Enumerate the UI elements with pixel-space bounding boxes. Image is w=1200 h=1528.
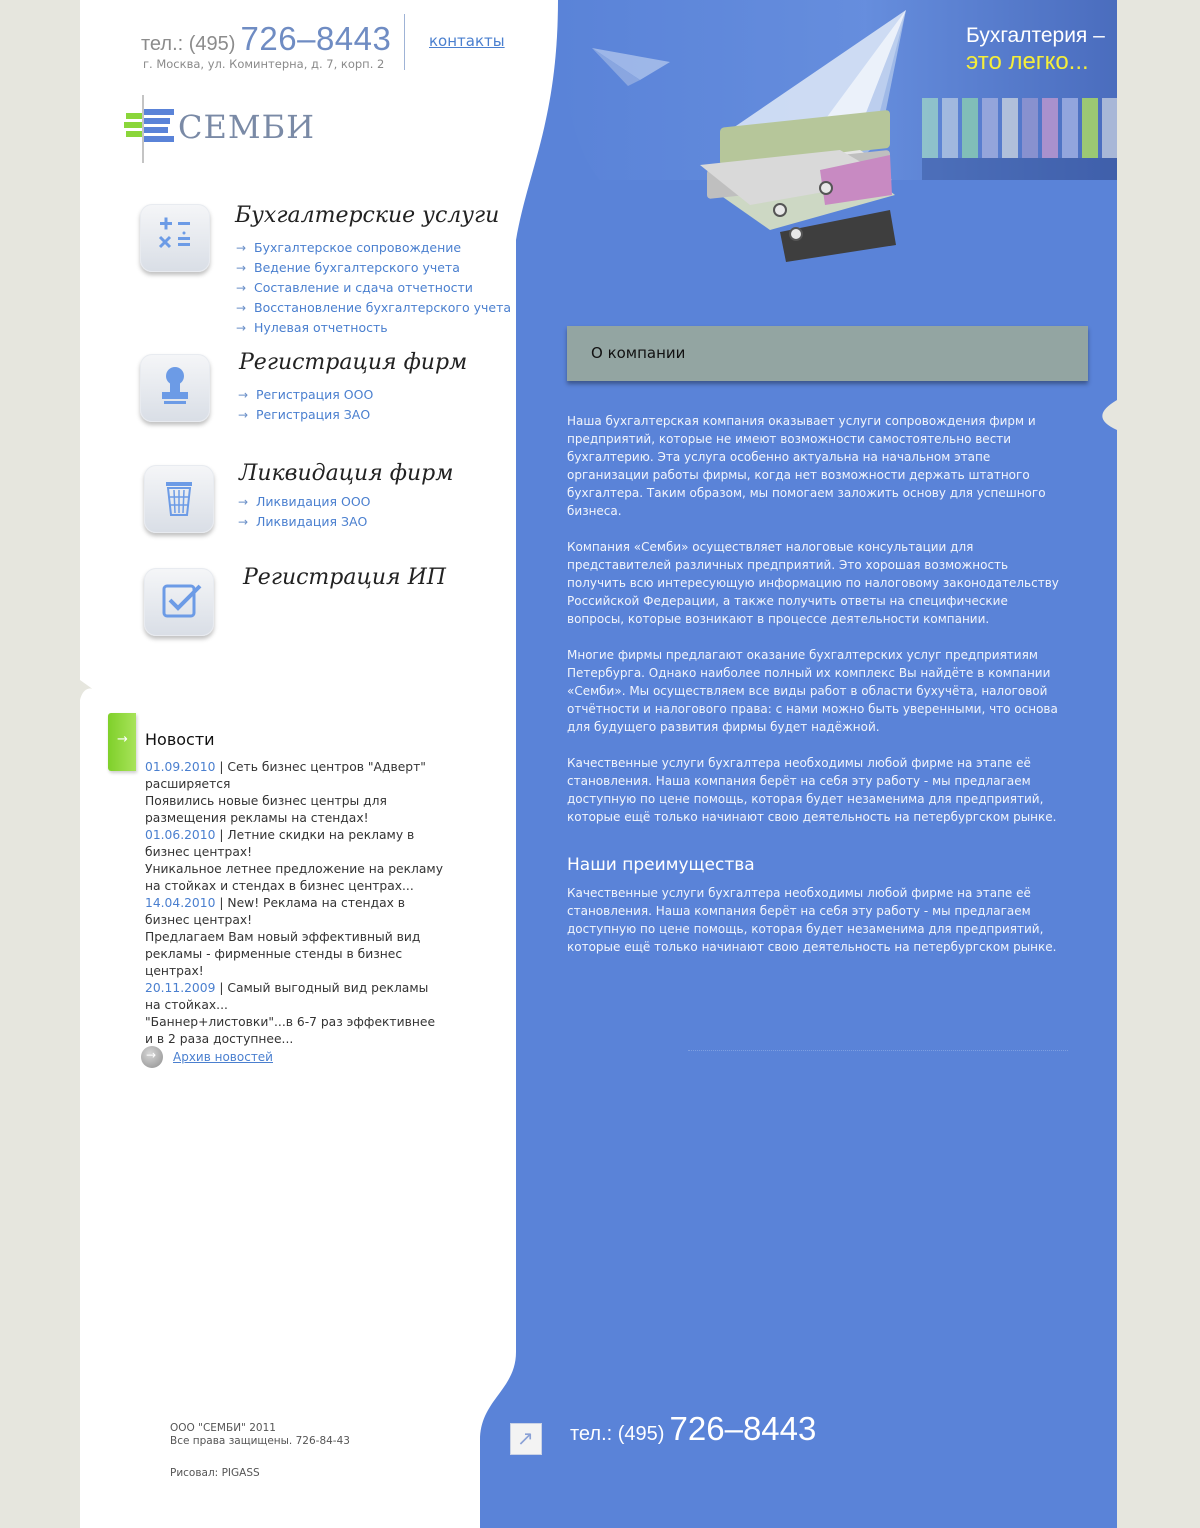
- arrow-right-icon: →: [236, 321, 247, 335]
- news-item: 14.04.2010 | New! Реклама на стендах в бизнес центрах! Предлагаем Вам новый эффективный вид рекламы - фирменные стенды в бизнес центрах!: [145, 896, 421, 978]
- about-paragraph: Многие фирмы предлагают оказание бухгалтерских услуг предприятиям Петербурга. Однако наиболее полный их комплекс Вы найдёте в компании «Семби». Мы осуществляем все виды работ в области бухучёта, налоговой отчётности и налогового права: с нами можно быть уверенными, что основа для будущего развития фирмы будет надёжной.: [567, 648, 1058, 734]
- news-summary: "Баннер+листовки"...в 6-7 раз эффективнее и в 2 раза доступнее...: [145, 1015, 436, 1046]
- about-paragraph: Компания «Семби» осуществляет налоговые консультации для представителей различных предприятий. Это хорошая возможность получить всю интересующую информацию по налоговому законодательству Российской Федерации, а также получить ответы на специфические вопросы, которые возникают в процессе деятельности компании.: [567, 540, 1059, 626]
- arrow-right-icon: →: [236, 261, 247, 275]
- service-link[interactable]: → Бухгалтерское сопровождение: [236, 240, 462, 255]
- about-header: [567, 326, 1088, 381]
- service-title[interactable]: Бухгалтерские услуги: [235, 203, 500, 228]
- arrow-right-icon: →: [238, 495, 249, 509]
- header-divider: [404, 14, 405, 70]
- rights: Все права защищены. 726-84-43: [170, 1435, 350, 1447]
- service-title[interactable]: Ликвидация фирм: [239, 461, 454, 486]
- news-summary: Предлагаем Вам новый эффективный вид рекламы - фирменные стенды в бизнес центрах!: [145, 930, 421, 978]
- header-phone: [141, 20, 391, 58]
- dotted-divider: [688, 1050, 1068, 1051]
- archive-arrow-icon[interactable]: →: [141, 1046, 163, 1068]
- service-link[interactable]: → Составление и сдача отчетности: [236, 280, 473, 295]
- arrow-right-icon: →: [238, 515, 249, 529]
- service-link[interactable]: → Ведение бухгалтерского учета: [236, 260, 460, 275]
- news-date[interactable]: 01.06.2010: [145, 828, 216, 842]
- service-list: [238, 494, 371, 534]
- slogan-line2: это легко...: [966, 48, 1089, 75]
- arrow-right-icon: →: [238, 408, 249, 422]
- news-summary: Появились новые бизнес центры для размещения рекламы на стендах!: [145, 794, 387, 825]
- arrow-right-icon: →: [236, 281, 247, 295]
- address: г. Москва, ул. Коминтерна, д. 7, корп. 2: [143, 57, 385, 71]
- news-item: 20.11.2009 | Самый выгодный вид рекламы на стойках... "Баннер+листовки"...в 6-7 раз эффективнее и в 2 раза доступнее...: [145, 981, 436, 1046]
- calculator-icon[interactable]: [140, 204, 210, 272]
- service-link[interactable]: → Нулевая отчетность: [236, 320, 388, 335]
- logo-text[interactable]: СЕМБИ: [178, 108, 316, 146]
- checkbox-icon[interactable]: [144, 568, 214, 636]
- external-link-icon[interactable]: ↗: [510, 1423, 542, 1455]
- trash-icon[interactable]: [144, 465, 214, 533]
- footer-copyright: [170, 1422, 350, 1448]
- service-list: [236, 240, 511, 340]
- footer-phone-number: 726–8443: [669, 1410, 817, 1447]
- news-date[interactable]: 01.09.2010: [145, 760, 216, 774]
- news-headline[interactable]: Летние скидки на рекламу в бизнес центрах!: [145, 828, 415, 859]
- news-list: [145, 759, 445, 1048]
- service-link[interactable]: → Ликвидация ЗАО: [238, 514, 368, 529]
- designer-link[interactable]: PIGASS: [221, 1467, 260, 1479]
- page: [80, 0, 1117, 1528]
- about-paragraph: Качественные услуги бухгалтера необходимы любой фирме на этапе её становления. Наша компания берёт на себя эту работу - мы предлагаем доступную по цене помощь, которая будет незаменима для предприятий, которые ещё только начинают свою деятельность на петербургском рынке.: [567, 756, 1057, 824]
- service-link[interactable]: → Регистрация ЗАО: [238, 407, 371, 422]
- about-paragraph: Наша бухгалтерская компания оказывает услуги сопровождения фирм и предприятий, которые не имеют возможности самостоятельно вести бухгалтерию. Эта услуга особенно актуальна на начальном этапе организации работы фирмы, когда нет возможности держать штатного бухгалтера. Таким образом, мы помогаем заложить основу для успешного бизнеса.: [567, 414, 1046, 518]
- slogan-line1: Бухгалтерия –: [966, 24, 1105, 47]
- contacts-link[interactable]: контакты: [429, 32, 505, 50]
- arrow-right-icon: →: [236, 301, 247, 315]
- news-archive-link[interactable]: Архив новостей: [173, 1050, 273, 1064]
- arrow-right-icon: →: [236, 241, 247, 255]
- arrow-right-icon: →: [117, 732, 128, 747]
- about-text: [567, 412, 1067, 844]
- news-headline[interactable]: Самый выгодный вид рекламы на стойках...: [145, 981, 429, 1012]
- news-headline[interactable]: New! Реклама на стендах в бизнес центрах!: [145, 896, 406, 927]
- footer-phone: [570, 1410, 816, 1448]
- service-link[interactable]: → Восстановление бухгалтерского учета: [236, 300, 512, 315]
- service-link[interactable]: → Ликвидация ООО: [238, 494, 371, 509]
- news-summary: Уникальное летнее предложение на рекламу на стойках и стендах в бизнес центрах...: [145, 862, 443, 893]
- advantages-text: Качественные услуги бухгалтера необходимы любой фирме на этапе её становления. Наша компания берёт на себя эту работу - мы предлагаем доступную по цене помощь, которая будет незаменима для предприятий, которые ещё только начинают свою деятельность на петербургском рынке.: [567, 886, 1057, 954]
- copyright: ООО "СЕМБИ" 2011: [170, 1422, 276, 1434]
- news-tab: [108, 713, 136, 771]
- service-title[interactable]: Регистрация фирм: [239, 350, 468, 375]
- stamp-icon[interactable]: [140, 354, 210, 422]
- arrow-right-icon: →: [238, 388, 249, 402]
- news-title: Новости: [145, 730, 215, 749]
- news-date[interactable]: 14.04.2010: [145, 896, 216, 910]
- news-date[interactable]: 20.11.2009: [145, 981, 216, 995]
- service-list: [238, 387, 373, 427]
- footer-credits: [170, 1467, 260, 1479]
- phone-number: 726–8443: [240, 20, 392, 57]
- drawn-by-label: Рисовал:: [170, 1467, 219, 1479]
- footer-phone-prefix: тел.: (495): [570, 1423, 665, 1445]
- news-headline[interactable]: Сеть бизнес центров "Адверт" расширяется: [145, 760, 426, 791]
- advantages-title: Наши преимущества: [567, 855, 755, 875]
- phone-prefix: тел.: (495): [141, 33, 236, 55]
- service-link[interactable]: → Регистрация ООО: [238, 387, 374, 402]
- service-title[interactable]: Регистрация ИП: [243, 565, 446, 590]
- news-item: 01.06.2010 | Летние скидки на рекламу в бизнес центрах! Уникальное летнее предложение на рекламу на стойках и стендах в бизнес центрах...: [145, 828, 443, 893]
- about-title: О компании: [591, 344, 686, 362]
- news-item: 01.09.2010 | Сеть бизнес центров "Адверт" расширяется Появились новые бизнес центры для размещения рекламы на стендах!: [145, 760, 426, 825]
